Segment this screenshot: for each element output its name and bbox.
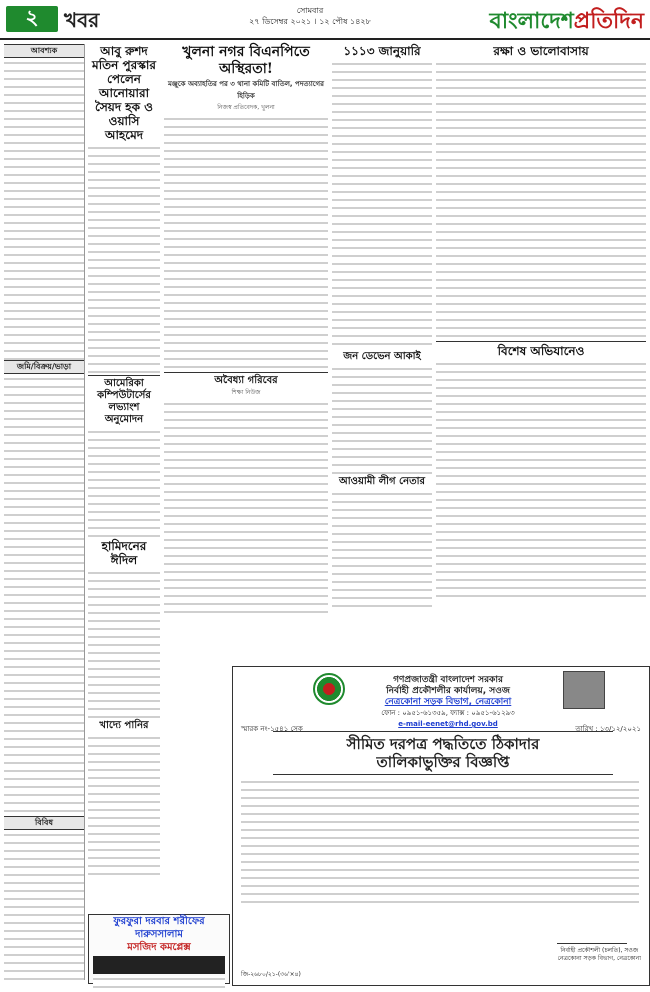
notice-line3: নেত্রকোনা সড়ক বিভাগ, নেত্রকোনা [384, 697, 512, 707]
notice-date: তারিখ : ১৩/১২/২০২১ [575, 725, 641, 733]
notice-email[interactable]: e-mail-eenet@rhd.gov.bd [398, 720, 498, 728]
ad-subtitle: মসজিদ কমপ্লেক্স [127, 942, 191, 953]
ad-title: ফুরফুরা দরবার শরীফের দারুসসালাম [113, 916, 205, 940]
story-headline: হামিদনের ঈদিল [101, 539, 147, 567]
story-headline: রক্ষা ও ভালোবাসায় [493, 44, 589, 58]
dateline [210, 5, 410, 27]
classified-heading-land: জমি/বিক্রয়/ভাড়া [4, 360, 84, 374]
masthead-logo [490, 4, 645, 41]
notice-phone: ফোন : ০৯৫১-৬১৩৫৯, ফ্যাক্স : ০৯৫১-৬১২৯৩ [381, 709, 515, 717]
story-body [88, 145, 160, 375]
story-january [332, 44, 432, 611]
portrait-photo [563, 671, 605, 709]
classified-text-block [4, 376, 84, 816]
notice-title-line1: সীমিত দরপত্র পদ্ধতিতে ঠিকাদার [346, 735, 540, 753]
story-body [88, 735, 160, 875]
story-body [164, 116, 328, 372]
ad-body [93, 976, 225, 992]
story-body [436, 61, 646, 341]
story-body [164, 401, 328, 619]
classified-text-block [4, 60, 84, 360]
notice-signatory [558, 947, 641, 963]
notice-title-line2: তালিকাভুক্তির বিজ্ঞপ্তি [376, 753, 510, 771]
story-body [332, 61, 432, 351]
government-notice [232, 666, 650, 986]
story-byline: নিজস্ব প্রতিবেদক, খুলনা [217, 104, 275, 111]
mosque-advertisement [88, 914, 230, 984]
page-header [0, 0, 650, 40]
masthead-part1: বাংলাদেশ [489, 8, 574, 34]
date: ২৭ ডিসেম্বর ২০২১ । ১২ পৌষ ১৪২৮ [249, 17, 371, 26]
story-body [88, 429, 160, 539]
section-name: খবর [64, 8, 100, 32]
story-body [332, 491, 432, 611]
story-body [88, 570, 160, 720]
notice-line2: নির্বাহী প্রকৌশলীর কার্যালয়, সওজ [386, 686, 510, 696]
classified-heading-wanted: আবশ্যক [4, 44, 84, 58]
classified-text-block [4, 832, 84, 980]
story-headline: আওয়ামী লীগ নেতার [339, 476, 425, 487]
signatory-place: নেত্রকোনা সড়ক বিভাগ, নেত্রকোনা [557, 955, 641, 962]
notice-body [241, 779, 639, 909]
day: সোমবার [296, 6, 324, 15]
government-seal-icon [313, 673, 345, 705]
story-award [88, 44, 160, 875]
notice-memo: স্মারক নং-১৫৪১ সেক [241, 725, 303, 733]
story-headline: ১১১৩ জানুয়ারি [343, 44, 421, 58]
page-number: ২ [6, 6, 58, 32]
story-headline: খাদ্যে পানির [99, 720, 149, 731]
story-body [332, 366, 432, 476]
story-khulna-bnp [164, 44, 328, 619]
masthead-part2: প্রতিদিন [573, 8, 644, 34]
notice-title [273, 731, 613, 775]
notice-line1: গণপ্রজাতন্ত্রী বাংলাদেশ সরকার [393, 675, 503, 685]
story-headline: অবৈধ্যা গরিবের [164, 372, 328, 387]
ad-strip [93, 956, 225, 974]
signatory-name: নির্বাহী প্রকৌশলী (চলতি), সওজ [560, 947, 639, 954]
signature-image [557, 917, 627, 944]
story-headline: খুলনা নগর বিএনপিতে অস্থিরতা! [182, 44, 310, 77]
story-headline: আমেরিকা কম্পিউটার্সের লভ্যাংশ অনুমোদন [88, 375, 160, 426]
notice-header [353, 675, 543, 730]
story-body [436, 361, 646, 601]
story-subheadline: শিক্ষা নিউজ [231, 389, 261, 396]
story-headline: বিশেষ অভিযানেও [436, 341, 646, 358]
notice-ref: জি-২৬৮০/২১-(৩৬'×৪) [241, 971, 301, 978]
story-headline: জন ডেভেন আকাই [343, 351, 421, 362]
story-headline: আবু রুশদ মতিন পুরস্কার পেলেন আনোয়ারা সৈয়দ হক ও ওয়াসি আহমেদ [92, 44, 156, 142]
story-right [436, 44, 646, 601]
classified-heading-misc: বিবিধ [4, 816, 84, 830]
story-subheadline: মঞ্জুকে অব্যাহতির পর ৩ থানা কমিটি বাতিল, পদত্যাগের হিড়িক [167, 80, 324, 100]
classified-column [4, 44, 85, 980]
